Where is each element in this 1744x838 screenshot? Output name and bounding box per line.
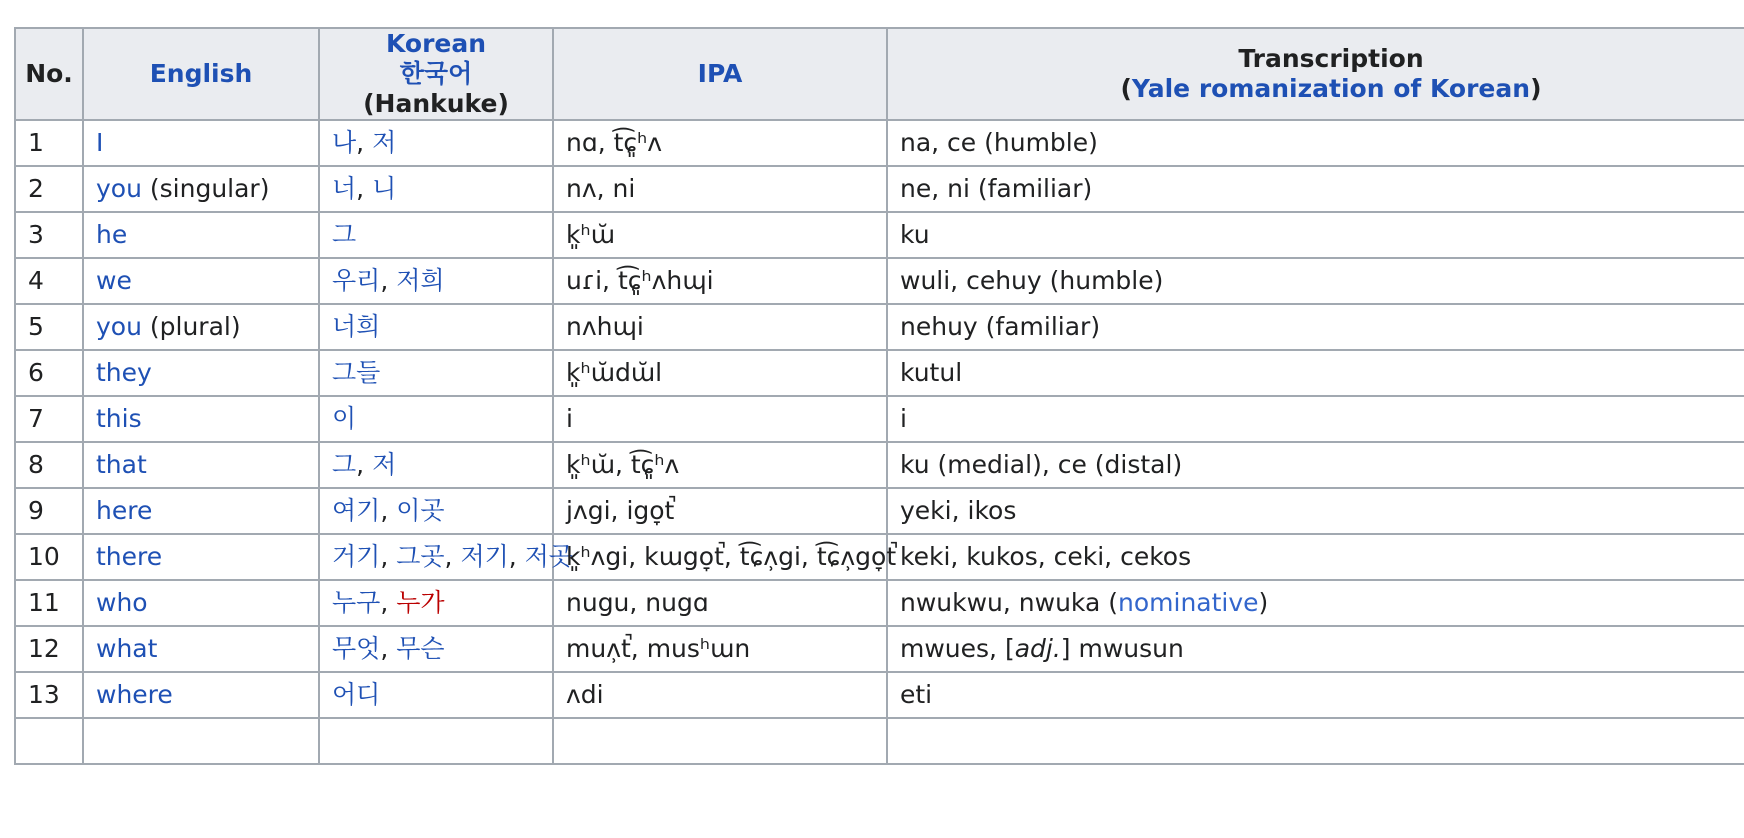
english-note: (plural) <box>141 312 241 341</box>
cell-korean <box>319 350 553 396</box>
cell-ipa: k͈ʰɯ̆dɯ̆l <box>553 350 887 396</box>
korean-word-link[interactable]: 그 <box>332 220 357 249</box>
table-row <box>15 304 1744 350</box>
cell-no: 10 <box>15 534 83 580</box>
cell-no: 11 <box>15 580 83 626</box>
cell-transcription: yeki, ikos <box>887 488 1744 534</box>
cell-no <box>15 718 83 764</box>
cell-english <box>83 212 319 258</box>
cell-korean: 나, 저 <box>319 120 553 166</box>
cell-ipa: i <box>553 396 887 442</box>
cell-english <box>83 258 319 304</box>
korean-word-link[interactable]: 여기 <box>332 496 381 525</box>
korean-word-link[interactable]: 거기 <box>332 542 381 571</box>
korean-word-link[interactable]: 어디 <box>332 680 381 709</box>
korean-word-link[interactable]: 누구 <box>332 588 381 617</box>
korean-word-link[interactable]: 너희 <box>332 312 381 341</box>
cell-ipa: k͈ʰɯ̆, t͡ɕ͈ʰʌ <box>553 442 887 488</box>
korean-word-link[interactable]: 무슨 <box>396 634 445 663</box>
cell-no: 1 <box>15 120 83 166</box>
cell-english <box>83 580 319 626</box>
cell-transcription: nehuy (familiar) <box>887 304 1744 350</box>
english-word-link[interactable]: here <box>96 496 153 525</box>
cell-ipa: ʌdi <box>553 672 887 718</box>
cell-transcription: eti <box>887 672 1744 718</box>
cell-english <box>83 166 319 212</box>
cell-ipa: nʌ, ni <box>553 166 887 212</box>
table-row <box>15 258 1744 304</box>
english-link[interactable]: English <box>149 59 253 88</box>
cell-english <box>83 304 319 350</box>
table-row <box>15 212 1744 258</box>
yale-romanization-link[interactable]: Yale romanization of Korean <box>1131 74 1531 103</box>
korean-word-link[interactable]: 우리 <box>332 266 381 295</box>
english-word-link[interactable]: you <box>96 312 142 341</box>
english-word-link[interactable]: where <box>96 680 173 709</box>
cell-english <box>83 350 319 396</box>
header-korean <box>319 28 553 120</box>
cell-korean: 무엇, 무슨 <box>319 626 553 672</box>
cell-english <box>83 718 319 764</box>
cell-transcription: wuli, cehuy (humble) <box>887 258 1744 304</box>
nominative-link[interactable]: nominative <box>1118 588 1259 617</box>
cell-transcription: ne, ni (familiar) <box>887 166 1744 212</box>
cell-no: 7 <box>15 396 83 442</box>
table-row <box>15 350 1744 396</box>
cell-transcription: na, ce (humble) <box>887 120 1744 166</box>
table-row <box>15 120 1744 166</box>
korean-word-link[interactable]: 나 <box>332 128 357 157</box>
header-row <box>15 28 1744 120</box>
english-word-link[interactable]: we <box>96 266 132 295</box>
cell-korean: 너, 니 <box>319 166 553 212</box>
english-word-link[interactable]: they <box>96 358 152 387</box>
cell-ipa <box>553 718 887 764</box>
english-word-link[interactable]: I <box>96 128 104 157</box>
cell-korean <box>319 212 553 258</box>
cell-ipa: muʌ̹t̚, musʰɯn <box>553 626 887 672</box>
cell-no: 4 <box>15 258 83 304</box>
vocabulary-table <box>14 27 1744 765</box>
korean-word-link[interactable]: 그 <box>332 450 357 479</box>
cell-ipa: nʌhɰi <box>553 304 887 350</box>
cell-english <box>83 488 319 534</box>
cell-korean: 여기, 이곳 <box>319 488 553 534</box>
table-row <box>15 580 1744 626</box>
korean-word-link[interactable]: 저곳 <box>524 542 573 571</box>
korean-word-link[interactable]: 너 <box>332 174 357 203</box>
cell-transcription: kutul <box>887 350 1744 396</box>
table-row <box>15 718 1744 764</box>
english-word-link[interactable]: what <box>96 634 158 663</box>
cell-ipa: nugu, nugɑ <box>553 580 887 626</box>
ipa-link[interactable]: IPA <box>697 59 743 88</box>
hangul-link[interactable]: 한국어 <box>399 59 473 88</box>
table-row <box>15 442 1744 488</box>
adjective-abbr: adj. <box>1014 634 1061 663</box>
korean-word-link[interactable]: 저기 <box>460 542 509 571</box>
cell-no: 12 <box>15 626 83 672</box>
cell-no: 8 <box>15 442 83 488</box>
cell-no: 6 <box>15 350 83 396</box>
cell-korean <box>319 718 553 764</box>
cell-korean: 그, 저 <box>319 442 553 488</box>
cell-english <box>83 120 319 166</box>
table-row <box>15 672 1744 718</box>
cell-korean: 거기, 그곳, 저기, 저곳 <box>319 534 553 580</box>
table-row <box>15 166 1744 212</box>
cell-no: 2 <box>15 166 83 212</box>
cell-ipa: k͈ʰʌgi, kɯgo̞t̚, t͡ɕʌ̹gi, t͡ɕʌ̹go̞t̚ <box>553 534 887 580</box>
cell-ipa: jʌgi, igo̞t̚ <box>553 488 887 534</box>
table-row <box>15 534 1744 580</box>
korean-word-link[interactable]: 니 <box>372 174 397 203</box>
korean-word-link[interactable]: 그들 <box>332 358 381 387</box>
cell-ipa: nɑ, t͡ɕ͈ʰʌ <box>553 120 887 166</box>
cell-no: 3 <box>15 212 83 258</box>
cell-korean <box>319 672 553 718</box>
korean-word-link[interactable]: 저 <box>372 128 397 157</box>
transcription-label: Transcription <box>1238 44 1424 73</box>
table-row <box>15 626 1744 672</box>
header-english <box>83 28 319 120</box>
cell-english <box>83 442 319 488</box>
cell-transcription: keki, kukos, ceki, cekos <box>887 534 1744 580</box>
cell-transcription: ku (medial), ce (distal) <box>887 442 1744 488</box>
cell-korean: 누구, 누가 <box>319 580 553 626</box>
english-word-link[interactable]: who <box>96 588 148 617</box>
header-no: No. <box>15 28 83 120</box>
korean-word-link[interactable]: 이곳 <box>396 496 445 525</box>
english-word-link[interactable]: there <box>96 542 163 571</box>
cell-korean <box>319 304 553 350</box>
cell-english <box>83 396 319 442</box>
header-transcription: Transcription (Yale romanization of Korean) <box>887 28 1744 120</box>
korean-word-link[interactable]: 그곳 <box>396 542 445 571</box>
english-word-link[interactable]: that <box>96 450 147 479</box>
korean-word-link[interactable]: 무엇 <box>332 634 381 663</box>
korean-word-missing-link[interactable]: 누가 <box>396 588 445 617</box>
korean-word-link[interactable]: 저희 <box>396 266 445 295</box>
header-ipa <box>553 28 887 120</box>
cell-korean <box>319 396 553 442</box>
cell-no: 13 <box>15 672 83 718</box>
cell-korean: 우리, 저희 <box>319 258 553 304</box>
hankuke-label: (Hankuke) <box>363 89 509 118</box>
english-note: (singular) <box>141 174 270 203</box>
english-word-link[interactable]: this <box>96 404 142 433</box>
korean-link[interactable]: Korean <box>385 29 487 58</box>
korean-word-link[interactable]: 이 <box>332 404 357 433</box>
cell-transcription: ku <box>887 212 1744 258</box>
english-word-link[interactable]: you <box>96 174 142 203</box>
cell-english <box>83 672 319 718</box>
table-row <box>15 396 1744 442</box>
cell-transcription: i <box>887 396 1744 442</box>
korean-word-link[interactable]: 저 <box>372 450 397 479</box>
english-word-link[interactable]: he <box>96 220 128 249</box>
cell-ipa: k͈ʰɯ̆ <box>553 212 887 258</box>
cell-no: 9 <box>15 488 83 534</box>
cell-transcription: nwukwu, nwuka (nominative) <box>887 580 1744 626</box>
cell-english <box>83 534 319 580</box>
cell-transcription: mwues, [adj.] mwusun <box>887 626 1744 672</box>
table-row <box>15 488 1744 534</box>
cell-english <box>83 626 319 672</box>
cell-transcription <box>887 718 1744 764</box>
cell-no: 5 <box>15 304 83 350</box>
cell-ipa: uɾi, t͡ɕ͈ʰʌhɰi <box>553 258 887 304</box>
table-body <box>15 120 1744 764</box>
